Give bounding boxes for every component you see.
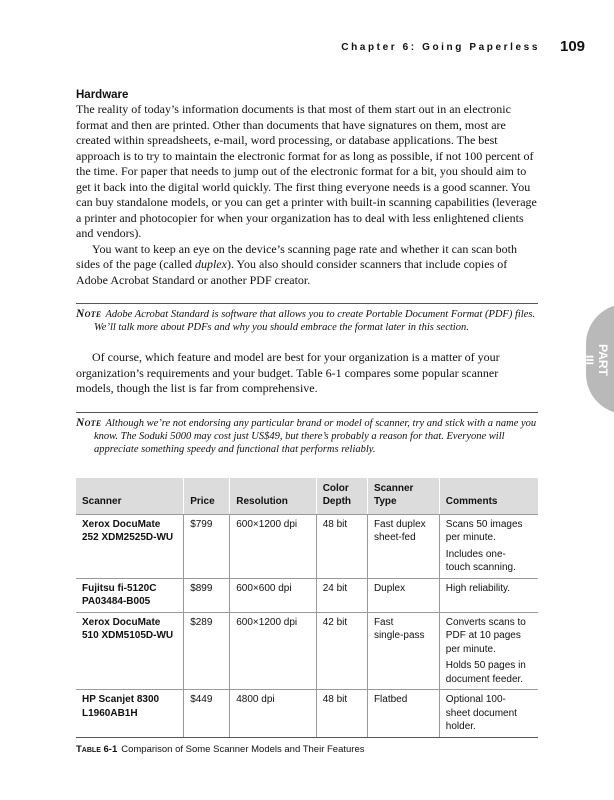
comment-text: Includes one- (445, 548, 506, 560)
body-paragraph: Of course, which feature and model are best for your organization is a matter of your organization’s requirements and your budget. Table 6-1 compares some popular scanner models, though the list is far from comprehensive. (76, 350, 500, 395)
scanner-type-text: Flatbed (373, 694, 408, 705)
price-cell: $799 (184, 514, 230, 578)
scanner-cell (76, 612, 184, 690)
scanner-cell (76, 690, 184, 738)
note-box (76, 303, 538, 334)
running-head: Chapter 6: Going Paperless (341, 42, 540, 53)
resolution-cell: 600×600 dpi (230, 578, 316, 612)
comment (446, 518, 532, 545)
comment-text: per minute. (445, 643, 496, 655)
column-header (367, 478, 439, 515)
note-text: Although we’re not endorsing any particular brand or model of scanner, try and stick with a name you know. The Soduki 5000 may cost just US$49, but there’s probably a reason for that. Everyone will appreciate something speedy and functional that performs reliably. (94, 417, 537, 455)
emphasis-term: duplex (194, 257, 227, 271)
comment (446, 616, 532, 657)
column-header-text: Depth (322, 496, 352, 507)
comments-cell (439, 578, 538, 612)
scanner-model: Xerox DocuMate (82, 616, 161, 628)
scanner-type-cell (367, 514, 439, 578)
table-row (76, 612, 538, 690)
scanner-type-text: sheet-fed (373, 532, 416, 543)
price-cell: $449 (184, 690, 230, 738)
scanner-model: Xerox DocuMate (82, 518, 161, 530)
comment-text: Optional 100- (445, 694, 506, 705)
note-text: Adobe Acrobat Standard is software that allows you to create Portable Document Format (PDF) files. We’ll talk more about PDFs and why you should embrace the format later in this section. (94, 309, 536, 333)
table-body (76, 514, 538, 737)
note-label: Note (76, 308, 102, 320)
scanner-model: Fujitsu fi-5120C (82, 582, 157, 594)
section-heading: Hardware (76, 89, 129, 101)
comment (446, 582, 532, 596)
table-row (76, 690, 538, 738)
column-header (439, 478, 538, 515)
comment (446, 548, 532, 575)
scanner-cell (76, 578, 184, 612)
column-header-text: Price (190, 496, 215, 507)
scanner-model: 510 XDM5105D-WU (82, 630, 174, 641)
comment-text: touch scanning. (445, 562, 516, 573)
scanner-type-text: Fast (373, 616, 394, 628)
table-caption (76, 744, 538, 755)
column-header-text: Type (373, 496, 397, 507)
color-depth-cell: 48 bit (316, 690, 367, 738)
column-header (76, 478, 184, 515)
body-paragraph: The reality of today’s information documents is that most of them start out in an electronic format and then are printed. Other than documents that have signatures on them, most are created within spreadsheets, e-mail, word processing, or database applications. The best approach is to try to maintain the electronic format for as long as possible, if not 100 percent of the time. For paper that needs to jump out of the electronic format for a bit, you should aim to get it back into the digital world quickly. The first thing everyone needs is a good scanner. You can buy standalone models, or you can get a printer with built-in scanning capabilities (leverage a printer and photocopier for when your organization has to deal with less enlightened clients and vendors). (76, 102, 537, 240)
caption-label: Table 6-1 (76, 743, 118, 755)
scanner-model: HP Scanjet 8300 (82, 694, 160, 705)
color-depth-cell: 24 bit (316, 578, 367, 612)
scanner-type-cell (367, 690, 439, 738)
caption-text: Comparison of Some Scanner Models and Their Features (121, 743, 365, 755)
resolution-cell: 600×1200 dpi (230, 612, 316, 690)
scanner-type-text: Fast duplex (373, 518, 426, 530)
table-row (76, 514, 538, 578)
price-cell: $899 (184, 578, 230, 612)
scanner-model: PA03484-B005 (82, 596, 151, 607)
scanner-model: L1960AB1H (82, 707, 138, 719)
comment (446, 693, 532, 734)
body-paragraph: You want to keep an eye on the device’s scanning page rate and whether it can scan both sides of the page (called duplex). You also should consider scanners that include copies of Adobe Acrobat Standard or another PDF creator. (76, 241, 517, 287)
price-cell: $289 (184, 612, 230, 690)
comment-text: document feeder. (445, 673, 524, 685)
column-header (184, 478, 230, 515)
comment-text: Converts scans to (445, 616, 526, 628)
scanner-model: 252 XDM2525D-WU (82, 532, 174, 543)
column-header-text: Scanner (82, 496, 122, 507)
scanner-type-cell (367, 612, 439, 690)
comments-cell (439, 690, 538, 738)
comment-text: Scans 50 images (445, 518, 523, 530)
column-header-text: Scanner (373, 482, 414, 494)
scanner-type-text: Duplex (373, 582, 406, 594)
comments-cell (439, 612, 538, 690)
comments-cell (439, 514, 538, 578)
column-header (316, 478, 367, 515)
column-header-text: Color (322, 482, 349, 494)
comment-text: holder. (445, 721, 476, 732)
table-header-row (76, 478, 538, 515)
comment (446, 659, 532, 686)
scanner-comparison-table (76, 478, 538, 738)
comment-text: Holds 50 pages in (445, 660, 526, 671)
note-label: Note (76, 416, 102, 429)
comment-text: PDF at 10 pages (445, 630, 521, 641)
page-number: 109 (560, 38, 586, 55)
part-tab-label: PART III (582, 344, 610, 376)
column-header-text: Resolution (236, 496, 288, 507)
table-row (76, 578, 538, 612)
color-depth-cell: 42 bit (316, 612, 367, 690)
comment-text: per minute. (445, 532, 496, 543)
resolution-cell: 4800 dpi (230, 690, 316, 738)
comment-text: sheet document (445, 707, 517, 719)
resolution-cell: 600×1200 dpi (230, 514, 316, 578)
scanner-type-text: single-pass (373, 630, 425, 641)
column-header (230, 478, 316, 515)
comment-text: High reliability. (445, 582, 511, 594)
note-box (76, 412, 538, 456)
page-content (76, 89, 538, 755)
scanner-type-cell (367, 578, 439, 612)
color-depth-cell: 48 bit (316, 514, 367, 578)
scanner-cell (76, 514, 184, 578)
column-header-text: Comments (445, 496, 498, 507)
